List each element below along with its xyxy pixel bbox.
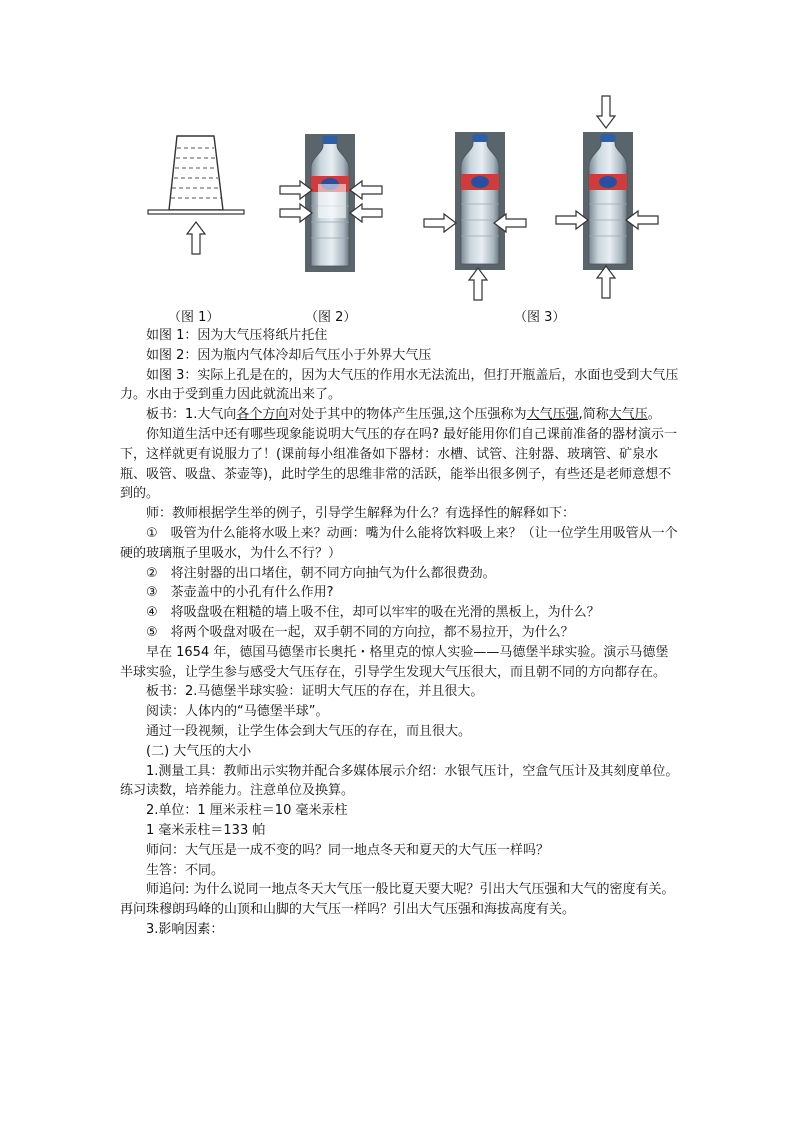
paragraph: 你知道生活中还有哪些现象能说明大气压的存在吗? 最好能用你们自己课前准备的器材演示一下，这样就更有说服力了！(课前每小组准备如下器材：水槽、试管、注射器、玻璃管、矿泉水瓶、吸管、吸盘、茶壶等)，此时学生的思维非常的活跃，能举出很多例子，有些还是老师意想不到的。	[120, 426, 678, 502]
up-arrow-icon	[187, 222, 205, 254]
paragraph: 生答：不同。	[146, 862, 225, 878]
board-note-1: 板书：1.大气向各个方向对处于其中的物体产生压强,这个压强称为大气压强,简称大气压。	[146, 407, 661, 423]
paragraph: 如图 3：实际上孔是在的，因为大气压的作用水无法流出，但打开瓶盖后，水面也受到大气压力。水由于受到重力因此就流出来了。	[120, 367, 679, 403]
paragraph: 师：教师根据学生举的例子，引导学生解释为什么？有选择性的解释如下：	[146, 506, 576, 522]
list-item: ② 将注射器的出口堵住，朝不同方向抽气为什么都很费劲。	[146, 565, 496, 581]
figure-3-caption: （图 3）	[514, 310, 566, 325]
figures-row	[0, 0, 794, 330]
paragraph: 阅读：人体内的“马德堡半球”。	[146, 704, 329, 720]
section-heading: (二) 大气压的大小	[146, 743, 252, 759]
paragraph: 如图 1：因为大气压将纸片托住	[146, 328, 328, 343]
figure-3-bottle-a	[424, 132, 526, 300]
paragraph: 师追问: 为什么说同一地点冬天大气压一般比夏天要大呢？引出大气压强和大气的密度有关。再问珠穆朗玛峰的山顶和山脚的大气压一样吗？引出大气压强和海拔高度有关。	[120, 882, 675, 918]
paragraph: 早在 1654 年，德国马德堡市长奥托・格里克的惊人实验——马德堡半球实验。演示马德堡半球实验，让学生参与感受大气压存在，引导学生发现大气压很大，而且朝不同的方向都存在。	[120, 644, 669, 680]
figures-illustration	[0, 0, 794, 310]
paragraph: 2.单位：1 厘米汞柱＝10 毫米汞柱	[146, 803, 348, 819]
list-item: ③ 茶壶盖中的小孔有什么作用?	[146, 585, 334, 601]
paragraph: 1.测量工具：教师出示实物并配合多媒体展示介绍：水银气压计，空盒气压计及其刻度单位。练习读数，培养能力。注意单位及换算。	[120, 763, 679, 799]
figure-3-bottle-b	[556, 96, 658, 298]
figure-1-cup	[148, 136, 244, 254]
paragraph: 通过一段视频，让学生体会到大气压的存在，而且很大。	[146, 723, 472, 739]
lesson-text	[120, 326, 680, 940]
paragraph: 师问：大气压是一成不变的吗？同一地点冬天和夏天的大气压一样吗？	[146, 842, 550, 858]
figure-2-bottle	[280, 134, 382, 272]
paragraph: 3.影响因素：	[146, 921, 224, 937]
figure-1-caption: （图 1）	[168, 310, 220, 325]
list-item: ④ 将吸盘吸在粗糙的墙上吸不住，却可以牢牢的吸在光滑的黑板上，为什么？	[146, 605, 600, 621]
paragraph: 如图 2：因为瓶内气体冷却后气压小于外界大气压	[146, 347, 432, 363]
paragraph: 板书：2.马德堡半球实验：证明大气压的存在，并且很大。	[146, 684, 484, 700]
list-item: ⑤ 将两个吸盘对吸在一起，双手朝不同的方向拉，都不易拉开，为什么？	[146, 624, 574, 640]
paragraph: 1 毫米汞柱＝133 帕	[146, 822, 266, 838]
figure-2-caption: （图 2）	[305, 310, 357, 325]
list-item: ① 吸管为什么能将水吸上来？动画：嘴为什么能将饮料吸上来？（让一位学生用吸管从一个硬的玻璃瓶子里吸水，为什么不行？）	[120, 525, 678, 561]
